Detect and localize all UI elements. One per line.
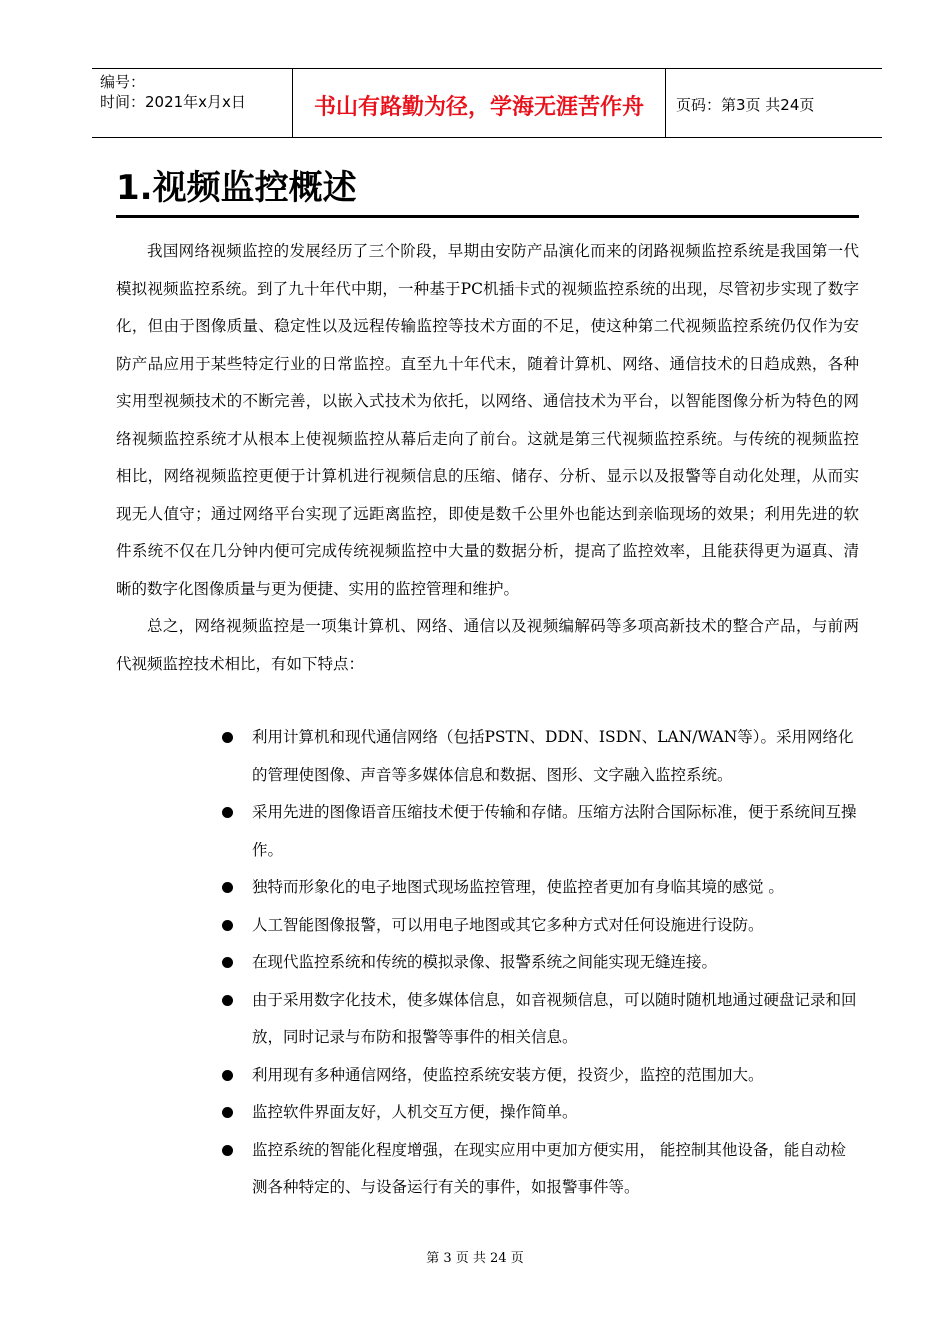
list-item	[219, 1094, 859, 1132]
list-item-text: 独特而形象化的电子地图式现场监控管理，使监控者更加有身临其境的感觉 。	[252, 878, 784, 896]
list-item-text: 在现代监控系统和传统的模拟录像、报警系统之间能实现无缝连接。	[252, 953, 718, 971]
page-footer: 第 3 页 共 24 页	[426, 1251, 524, 1266]
list-item-text: 监控系统的智能化程度增强，在现实应用中更加方便实用， 能控制其他设备，能自动检测各种特定的、与设备运行有关的事件，如报警事件等。	[252, 1140, 846, 1196]
bullet-icon	[222, 920, 233, 931]
body-text	[116, 233, 859, 683]
document-number-label: 编号：	[100, 73, 146, 91]
bullet-icon	[222, 957, 233, 968]
list-item	[219, 907, 859, 945]
title-underline	[116, 215, 859, 218]
bullet-icon	[222, 1107, 233, 1118]
header-page-label: 页码：第3页 共24页	[676, 96, 815, 114]
summary-paragraph: 总之，网络视频监控是一项集计算机、网络、通信以及视频编解码等多项高新技术的整合产品，与前两代视频监控技术相比，有如下特点：	[116, 617, 859, 673]
list-item-text: 利用计算机和现代通信网络（包括PSTN、DDN、ISDN、LAN/WAN等）。采用网络化的管理使图像、声音等多媒体信息和数据、图形、文字融入监控系统。	[252, 728, 854, 784]
bullet-icon	[222, 807, 233, 818]
bullet-icon	[222, 732, 233, 743]
list-item-text: 由于采用数字化技术，使多媒体信息，如音视频信息，可以随时随机地通过硬盘记录和回放，同时记录与布防和报警等事件的相关信息。	[252, 990, 857, 1046]
list-item-text: 利用现有多种通信网络，使监控系统安装方便，投资少，监控的范围加大。	[252, 1065, 764, 1084]
list-item	[219, 869, 859, 907]
list-item-text: 采用先进的图像语音压缩技术便于传输和存储。压缩方法附合国际标准，便于系统间互操作。	[252, 803, 857, 859]
header-meta-cell	[92, 69, 293, 137]
list-item	[219, 1057, 859, 1095]
bullet-icon	[222, 1145, 233, 1156]
bullet-icon	[222, 995, 233, 1006]
feature-list	[219, 719, 859, 1207]
document-time-label: 时间：2021年x月x日	[100, 93, 246, 111]
header-motto: 书山有路勤为径，学海无涯苦作舟	[313, 95, 644, 120]
bullet-icon	[222, 882, 233, 893]
page-header	[92, 68, 882, 138]
header-page-cell	[666, 69, 882, 137]
list-item	[219, 719, 859, 794]
list-item-text: 监控软件界面友好，人机交互方便，操作简单。	[252, 1103, 578, 1121]
list-item	[219, 944, 859, 982]
section-title: 1.视频监控概述	[116, 168, 357, 208]
list-item-text: 人工智能图像报警，可以用电子地图或其它多种方式对任何设施进行设防。	[252, 915, 764, 934]
list-item	[219, 794, 859, 869]
header-motto-cell	[293, 69, 666, 137]
list-item	[219, 982, 859, 1057]
list-item	[219, 1132, 859, 1207]
bullet-icon	[222, 1070, 233, 1081]
intro-paragraph: 我国网络视频监控的发展经历了三个阶段，早期由安防产品演化而来的闭路视频监控系统是我国第一代模拟视频监控系统。到了九十年代中期，一种基于PC机插卡式的视频监控系统的出现，尽管初步实现了数字化，但由于图像质量、稳定性以及远程传输监控等技术方面的不足，使这种第二代视频监控系统仍仅作为安防产品应用于某些特定行业的日常监控。直至九十年代末，随着计算机、网络、通信技术的日趋成熟，各种实用型视频技术的不断完善，以嵌入式技术为依托，以网络、通信技术为平台，以智能图像分析为特色的网络视频监控系统才从根本上使视频监控从幕后走向了前台。这就是第三代视频监控系统。与传统的视频监控相比，网络视频监控更便于计算机进行视频信息的压缩、储存、分析、显示以及报警等自动化处理，从而实现无人值守；通过网络平台实现了远距离监控，即使是数千公里外也能达到亲临现场的效果；利用先进的软件系统不仅在几分钟内便可完成传统视频监控中大量的数据分析，提高了监控效率，且能获得更为逼真、清晰的数字化图像质量与更为便捷、实用的监控管理和维护。	[116, 242, 859, 598]
